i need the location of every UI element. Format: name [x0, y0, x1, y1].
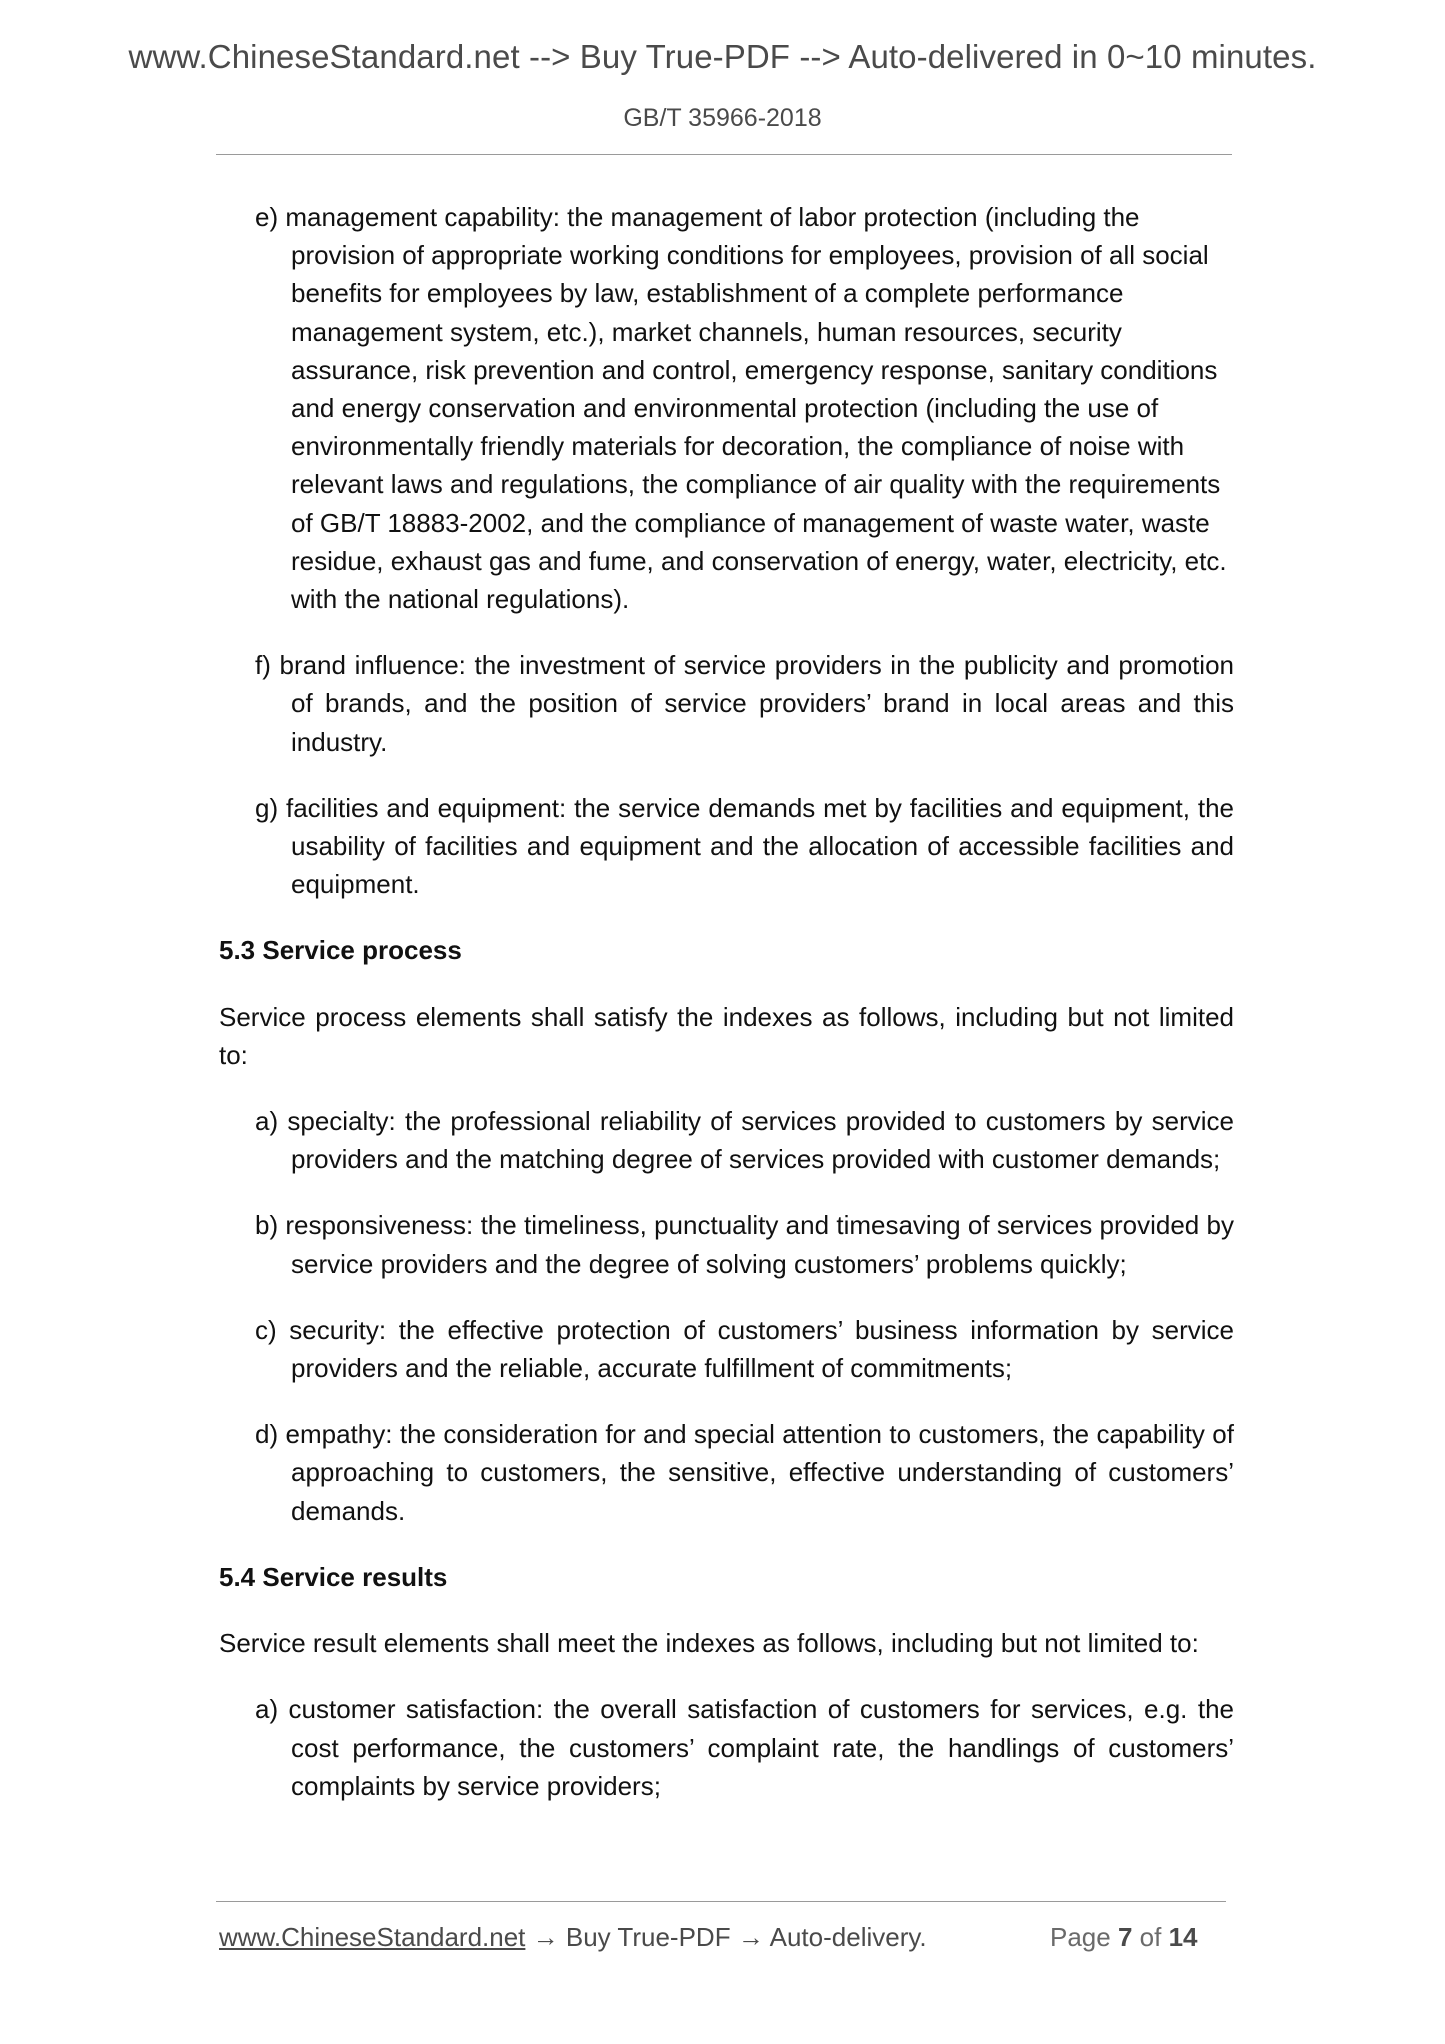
page-label: Page: [1050, 1922, 1111, 1952]
header-divider: [216, 154, 1232, 155]
list-item-f: f) brand influence: the investment of service providers in the publicity and promotion of brands, and the position of service providers’ brand in local areas and this industry.: [255, 650, 1234, 757]
section-intro-5-4: Service result elements shall meet the indexes as follows, including but not limited to:: [219, 1628, 1199, 1659]
list-item: b) responsiveness: the timeliness, punctuality and timesaving of services provided by service providers and the degree of solving customers’ problems quickly;: [255, 1210, 1234, 1279]
list-item-e: e) management capability: the management of labor protection (including the provision of appropriate working conditions for employees, provision of all social benefits for employees by law, establishment of a complete performance management system, etc.), market channels, human resources, security assurance, risk prevention and control, emergency response, sanitary conditions and energy conservation and environmental protection (including the use of environmentally friendly materials for decoration, the compliance of noise with relevant laws and regulations, the compliance of air quality with the requirements of GB/T 18883-2002, and the compliance of management of waste water, waste residue, exhaust gas and fume, and conservation of energy, water, electricity, etc. with the national regulations).: [255, 202, 1227, 615]
footer-buy-text: Buy True-PDF: [565, 1922, 731, 1952]
list-item: c) security: the effective protection of customers’ business information by service providers and the reliable, accurate fulfillment of commitments;: [255, 1314, 1234, 1384]
page-indicator: [1050, 1922, 1198, 1953]
footer-delivery-text: Auto-delivery.: [769, 1922, 927, 1952]
total-pages: 14: [1168, 1922, 1198, 1952]
document-body: [219, 198, 1234, 1833]
section-heading-5-3: 5.3 Service process: [219, 935, 462, 966]
arrow-right-icon: →: [532, 1922, 559, 1952]
standard-code: GB/T 35966-2018: [623, 104, 822, 132]
list-item: d) empathy: the consideration for and special attention to customers, the capability of approaching to customers, the sensitive, effective understanding of customers’ demands.: [255, 1419, 1234, 1526]
page-number: 7: [1117, 1922, 1133, 1952]
list-item: a) specialty: the professional reliability of services provided to customers by service providers and the matching degree of services provided with customer demands;: [255, 1106, 1234, 1175]
list-item: a) customer satisfaction: the overall satisfaction of customers for services, e.g. the cost performance, the customers’ complaint rate, the handlings of customers’ complaints by service providers;: [255, 1694, 1234, 1801]
header-banner: www.ChineseStandard.net --> Buy True-PDF --> Auto-delivered in 0~10 minutes.: [128, 38, 1317, 75]
list-item-g: g) facilities and equipment: the service demands met by facilities and equipment, the usability of facilities and equipment and the allocation of accessible facilities and equipment.: [255, 792, 1234, 900]
section-intro-5-3: Service process elements shall satisfy the indexes as follows, including but not limited to:: [219, 1001, 1234, 1070]
footer-promo: [219, 1922, 927, 1953]
of-label: of: [1139, 1922, 1162, 1952]
footer-site-link[interactable]: www.ChineseStandard.net: [219, 1922, 526, 1952]
footer-divider: [216, 1901, 1226, 1902]
arrow-right-icon: →: [737, 1922, 764, 1952]
section-heading-5-4: 5.4 Service results: [219, 1561, 448, 1592]
